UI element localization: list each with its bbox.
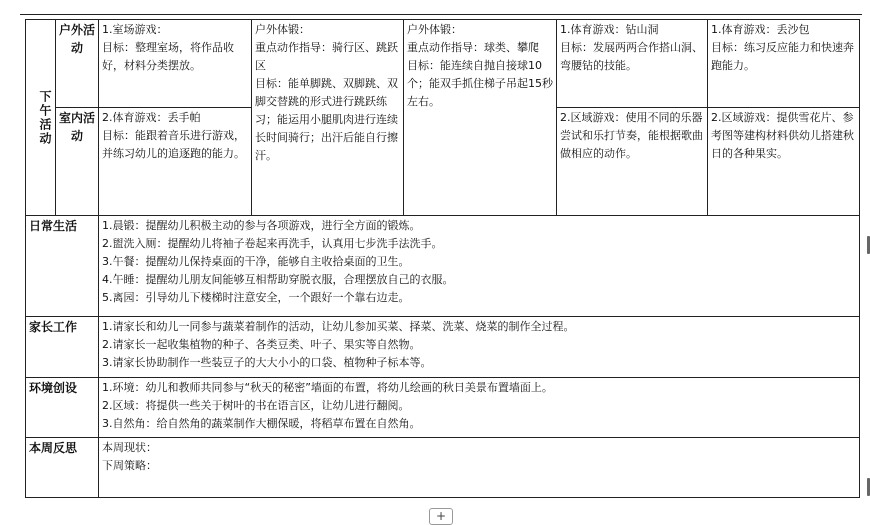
environment-item: 3.自然角：给自然角的蔬菜制作大棚保暖，将稻草布置在自然角。: [102, 417, 421, 430]
environment-content: [99, 378, 860, 438]
daily-life-label: 日常生活: [26, 216, 99, 317]
parents-item: 1.请家长和幼儿一同参与蔬菜着制作的活动，让幼儿参加买菜、择菜、洗菜、烧菜的制作全过程。: [102, 320, 575, 333]
parents-label: 家长工作: [26, 317, 99, 378]
daily-item: 1.晨锻：提醒幼儿积极主动的参与各项游戏，进行全方面的锻炼。: [102, 219, 421, 232]
afternoon-indoor-1: 2.体育游戏：丢手帕 目标：能跟着音乐进行游戏，并练习幼儿的追逐跑的能力。: [99, 108, 252, 216]
environment-item: 1.环境：幼儿和教师共同参与“秋天的秘密”墙面的布置，将幼儿绘画的秋日美景布置墙面上。: [102, 381, 553, 394]
afternoon-indoor-4: 2.区域游戏：使用不同的乐器尝试和乐打节奏，能根据歌曲做相应的动作。: [557, 108, 708, 216]
daily-item: 2.盥洗入厕：提醒幼儿将袖子卷起来再洗手，认真用七步洗手法洗手。: [102, 237, 443, 250]
parents-content: [99, 317, 860, 378]
afternoon-outdoor-1: 1.室场游戏： 目标：整理室场，将作品收好，材料分类摆放。: [99, 20, 252, 108]
reflection-item: 下周策略：: [102, 459, 157, 472]
add-row-button[interactable]: +: [429, 508, 453, 525]
afternoon-indoor-5: 2.区域游戏：提供雪花片、参考图等建构材料供幼儿搭建秋日的各种果实。: [708, 108, 860, 216]
reflection-item: 本周现状：: [102, 441, 157, 454]
parents-item: 2.请家长一起收集植物的种子、各类豆类、叶子、果实等自然物。: [102, 338, 421, 351]
environment-row: [26, 378, 860, 438]
afternoon-outdoor-4: 1.体育游戏：钻山洞 目标：发展两两合作搭山洞、弯腰钻的技能。: [557, 20, 708, 108]
outdoor-label: 户外活动: [56, 20, 99, 108]
afternoon-label: 下午活动: [26, 20, 56, 216]
daily-item: 4.午睡：提醒幼儿朋友间能够互相帮助穿脱衣服，合理摆放自己的衣服。: [102, 273, 454, 286]
afternoon-outdoor-5: 1.体育游戏：丢沙包 目标：练习反应能力和快速奔跑能力。: [708, 20, 860, 108]
daily-item: 5.离园：引导幼儿下楼梯时注意安全，一个跟好一个靠右边走。: [102, 291, 410, 304]
afternoon-col-2: 户外体锻： 重点动作指导：骑行区、跳跃区 目标：能单脚跳、双脚跳、双脚交替跳的形式进行跳跃练习；能运用小腿肌肉进行连续长时间骑行；出汗后能自行擦汗。: [252, 20, 404, 216]
parents-row: [26, 317, 860, 378]
reflection-label: 本周反思: [26, 438, 99, 498]
daily-item: 3.午餐：提醒幼儿保持桌面的干净，能够自主收拾桌面的卫生。: [102, 255, 410, 268]
environment-label: 环境创设: [26, 378, 99, 438]
reflection-row: [26, 438, 860, 498]
afternoon-outdoor-row: [26, 20, 860, 108]
parents-item: 3.请家长协助制作一些装豆子的大大小小的口袋、植物种子标本等。: [102, 356, 432, 369]
daily-life-content: [99, 216, 860, 317]
afternoon-col-3: 户外体锻： 重点动作指导：球类、攀爬 目标：能连续自抛自接球10个；能双手抓住梯子吊起15秒左右。: [404, 20, 557, 216]
indoor-label: 室内活动: [56, 108, 99, 216]
environment-item: 2.区域：将提供一些关于树叶的书在语言区，让幼儿进行翻阅。: [102, 399, 410, 412]
reflection-content: [99, 438, 860, 498]
daily-life-row: [26, 216, 860, 317]
weekly-plan-table: [25, 19, 860, 498]
